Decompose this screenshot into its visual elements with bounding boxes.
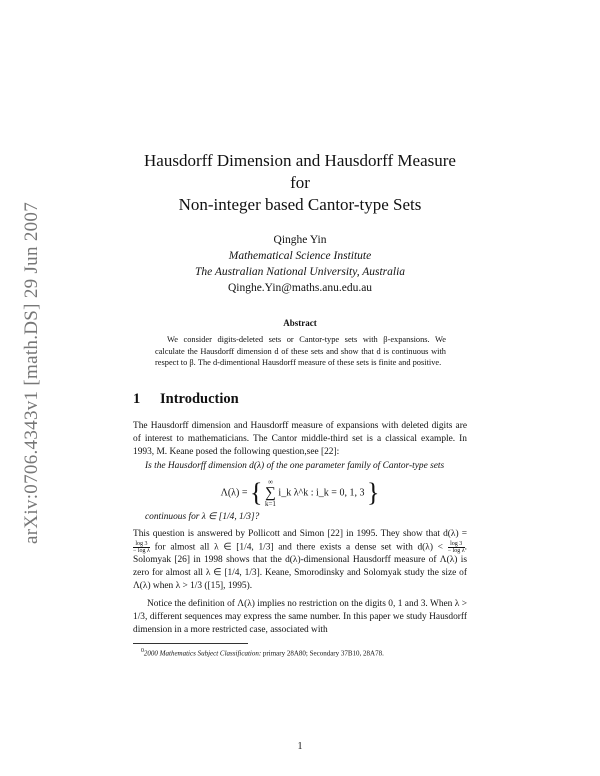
footnote (133, 646, 467, 658)
footnote-mark: 0 (141, 648, 144, 655)
paper-title (133, 150, 467, 216)
fraction-denominator: − log λ (133, 547, 150, 554)
arxiv-stamp (12, 183, 52, 563)
sum-lower: k=1 (264, 499, 276, 508)
sum-symbol (265, 478, 276, 508)
page-number: 1 (297, 741, 303, 752)
affiliation-university: The Australian National University, Australia (194, 266, 406, 278)
abstract-heading: Abstract (283, 318, 317, 328)
abstract-text: We consider digits-deleted sets or Cantor-type sets with β-expansions. We calculate the Hausdorff dimension d of these sets and show that d is continuous with respect to β. The d-dimentional Hausdorff measure of these sets is finite and positive. (155, 335, 446, 367)
para2-part-b: for almost all λ ∈ [1/4, 1/3] and there exists a dense set with d(λ) < (149, 542, 448, 553)
intro-paragraph-2 (133, 528, 467, 594)
author-email: Qinghe.Yin@maths.anu.edu.au (227, 282, 373, 294)
fraction-numerator: log 3 (133, 541, 150, 548)
intro-paragraph-3: Notice the definition of Λ(λ) implies no restriction on the digits 0, 1 and 3. When λ > 1/3, different sequences may express the same number. In this paper we study Hausdorff dimension in a more restricted case, associated with (133, 599, 467, 636)
fraction-2-denominator: − log λ (447, 547, 465, 554)
sigma-glyph: ∑ (265, 484, 276, 501)
cantor-set-equation (133, 478, 467, 508)
para2-part-a: This question is answered by Pollicott and Simon [22] in 1995. They show that d(λ) = (133, 528, 467, 539)
fraction-2-numerator: log 3 (448, 541, 465, 548)
arxiv-id: arXiv:0706.4343v1 [math.DS] 29 Jun 2007 (21, 201, 42, 545)
paper-page (133, 150, 467, 658)
sum-upper: ∞ (267, 477, 273, 486)
title-line-2: Non-integer based Cantor-type Sets (178, 195, 422, 214)
continuity-question: continuous for λ ∈ [1/4, 1/3]? (145, 511, 260, 522)
right-brace: } (366, 477, 380, 507)
equation-lhs: Λ(λ) = (220, 486, 248, 498)
footnote-rule (133, 643, 248, 644)
dimension-fraction-2 (448, 541, 465, 554)
footnote-label: 2000 Mathematics Subject Classification: (143, 649, 262, 658)
para2-part-c: . Solomyak [26] in 1998 shows that the d(λ)-dimensional Hausdorff measure of Λ(λ) is zero for almost all λ ∈ [1/4, 1/3]. Keane, Smorodinsky and Solomyak study the size of Λ(λ) when λ > 1/3 ([15], 1995). (133, 542, 467, 592)
author-block (133, 232, 467, 296)
title-line-1: Hausdorff Dimension and Hausdorff Measure for (144, 151, 456, 192)
left-brace: { (249, 477, 263, 507)
section-number: 1 (133, 390, 141, 407)
affiliation-institute: Mathematical Science Institute (228, 250, 372, 262)
dimension-fraction (133, 541, 150, 554)
equation-body: i_k λ^k : i_k = 0, 1, 3 (278, 486, 365, 498)
keane-question: Is the Hausdorff dimension d(λ) of the one parameter family of Cantor-type sets (145, 460, 445, 471)
section-title: Introduction (160, 390, 239, 407)
footnote-text: primary 28A80; Secondary 37B10, 28A78. (261, 649, 384, 658)
author-name: Qinghe Yin (273, 234, 327, 246)
intro-paragraph-1: The Hausdorff dimension and Hausdorff measure of expansions with deleted digits are of interest to mathematicians. The Cantor middle-third set is a classical example. In 1993, M. Keane posed the following question,see [22]: (133, 420, 467, 457)
section-heading (133, 391, 467, 408)
